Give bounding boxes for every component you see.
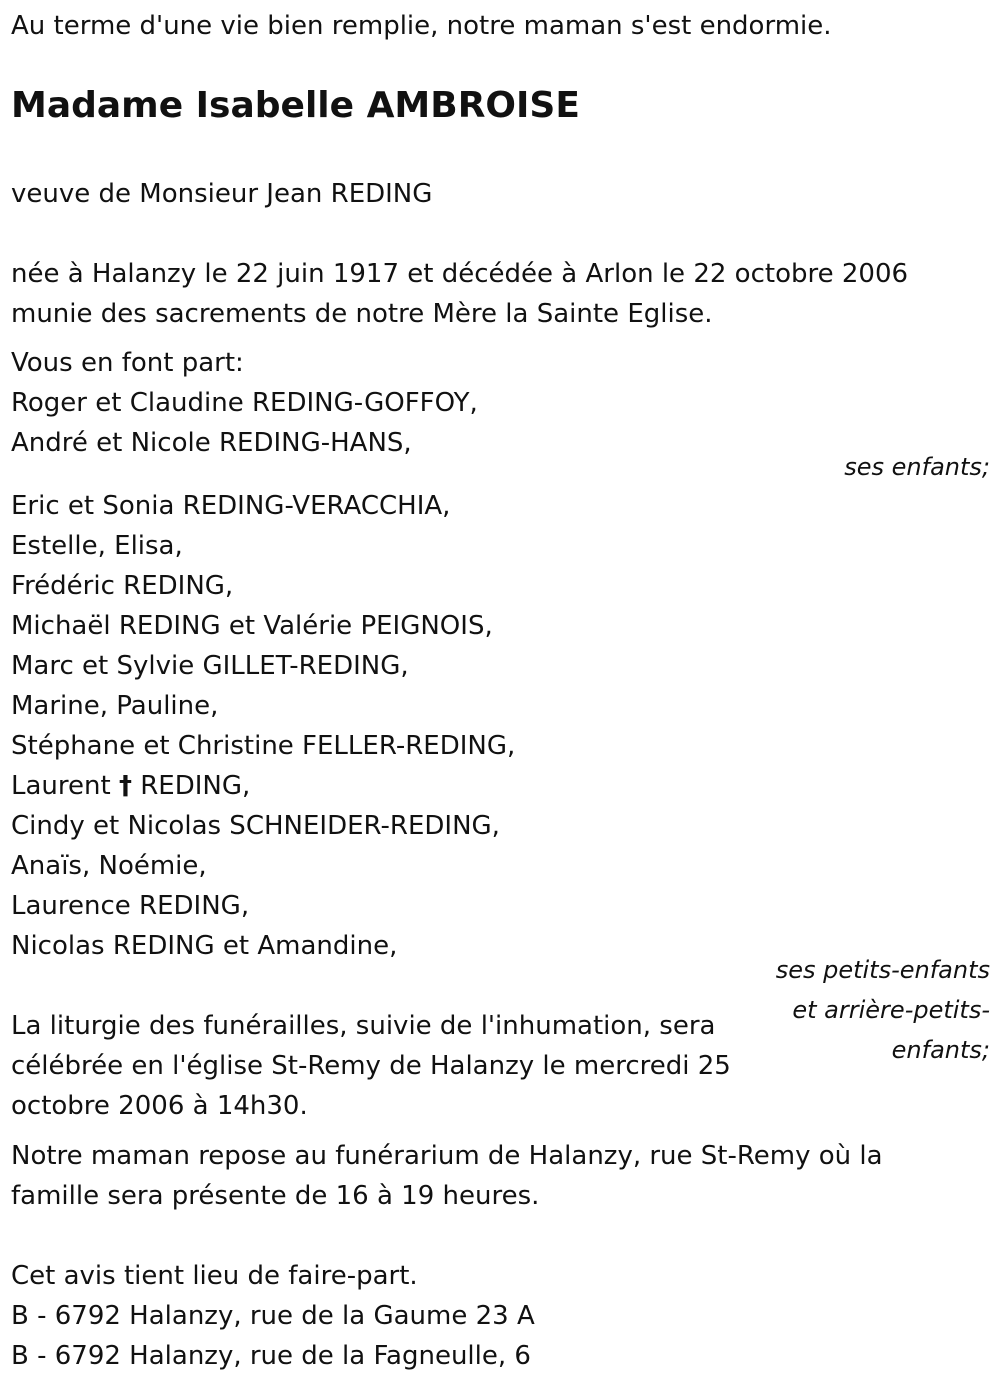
deceased-name-heading: Madame Isabelle AMBROISE — [11, 85, 580, 126]
grandchild-entry: Marine, Pauline, — [11, 691, 219, 721]
address-line: B - 6792 Halanzy, rue de la Gaume 23 A — [11, 1301, 535, 1331]
grandchild-entry: Laurence REDING, — [11, 891, 250, 921]
laurent-surname: REDING, — [131, 771, 251, 801]
child-entry: Roger et Claudine REDING-GOFFOY, — [11, 388, 478, 418]
laurent-first-name: Laurent — [11, 771, 119, 801]
address-line: B - 6792 Halanzy, rue de la Fagneulle, 6 — [11, 1341, 531, 1371]
children-label: ses enfants; — [844, 453, 990, 481]
funeral-text-line: La liturgie des funérailles, suivie de l'inhumation, sera — [11, 1011, 716, 1041]
grandchild-entry: Estelle, Elisa, — [11, 531, 183, 561]
grandchild-entry-laurent — [11, 766, 250, 806]
grandchild-entry: Stéphane et Christine FELLER-REDING, — [11, 731, 516, 761]
grandchild-entry: Frédéric REDING, — [11, 571, 234, 601]
grandchild-entry: Michaël REDING et Valérie PEIGNOIS, — [11, 611, 493, 641]
cross-icon: † — [118, 771, 132, 801]
grandchild-entry: Cindy et Nicolas SCHNEIDER-REDING, — [11, 811, 500, 841]
grandchildren-label — [776, 950, 990, 1070]
funeral-text-line: octobre 2006 à 14h30. — [11, 1091, 308, 1121]
grandchild-entry: Eric et Sonia REDING-VERACCHIA, — [11, 491, 451, 521]
birth-death-text: née à Halanzy le 22 juin 1917 et décédée à Arlon le 22 octobre 2006 — [11, 259, 909, 289]
funeral-text-line: célébrée en l'église St-Remy de Halanzy le mercredi 25 — [11, 1051, 731, 1081]
child-entry: André et Nicole REDING-HANS, — [11, 428, 412, 458]
sacraments-text: munie des sacrements de notre Mère la Sainte Eglise. — [11, 299, 713, 329]
rest-text-line: Notre maman repose au funérarium de Halanzy, rue St-Remy où la — [11, 1141, 883, 1171]
rest-text-line: famille sera présente de 16 à 19 heures. — [11, 1181, 540, 1211]
grandchildren-label-line: ses petits-enfants — [775, 956, 990, 984]
announcers-intro: Vous en font part: — [11, 348, 244, 378]
widow-of-text: veuve de Monsieur Jean REDING — [11, 179, 433, 209]
grandchildren-label-line: et arrière-petits- — [792, 996, 990, 1024]
grandchildren-label-line: enfants; — [891, 1036, 990, 1064]
closing-text: Cet avis tient lieu de faire-part. — [11, 1261, 418, 1291]
grandchild-entry: Nicolas REDING et Amandine, — [11, 931, 398, 961]
grandchild-entry: Anaïs, Noémie, — [11, 851, 207, 881]
intro-text: Au terme d'une vie bien remplie, notre maman s'est endormie. — [11, 11, 832, 41]
grandchild-entry: Marc et Sylvie GILLET-REDING, — [11, 651, 409, 681]
